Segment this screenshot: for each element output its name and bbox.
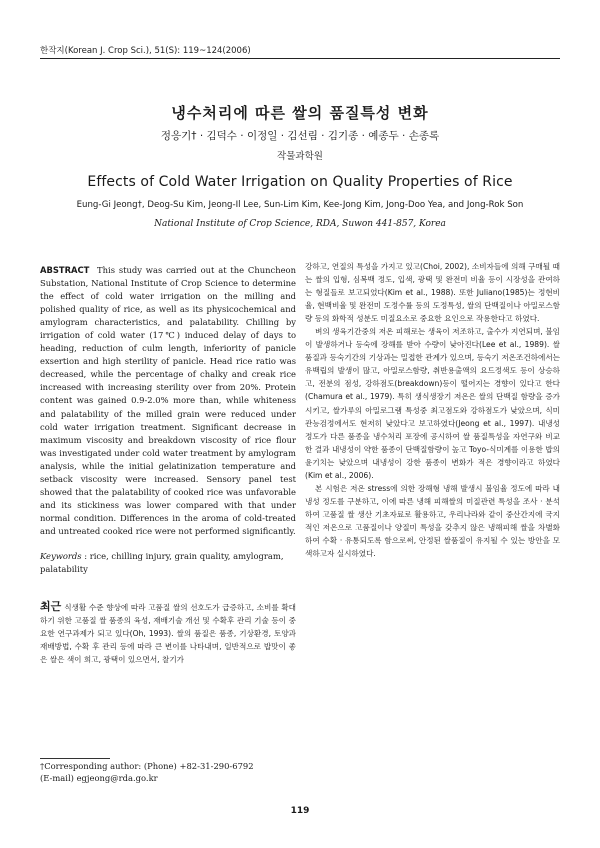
right-paragraph-3: 본 시험은 저온 stress에 의한 장해형 냉해 발생시 불임율 정도에 따라 내냉성 정도를 구분하고, 이에 따른 냉해 피해쌀의 미질관련 특성을 조사 · 분석하여 고품질 쌀 생산 기초자료로 활용하고, 우리나라와 같이 중산간지에 국지적인 저온으로 고품질이나 양질미 특성을 갖추지 않은 냉해피해 쌀을 차별화하여 수확 · 유통되도록 함으로써, 안정된 쌀품질이 유지될 수 있는 방안을 모색하고자 실시하였다. [305,483,560,559]
english-title: Effects of Cold Water Irrigation on Quality Properties of Rice [87,174,513,190]
english-affiliation: National Institute of Crop Science, RDA, Suwon 441-857, Korea [154,219,446,229]
header-rule [40,58,560,59]
page-number: 119 [290,806,310,816]
right-paragraph-1: 강하고, 연질의 특성을 가지고 있고(Choi, 2002), 소비자들에 의해 구매될 때는 쌀의 입형, 심복백 정도, 입색, 광택 및 완전미 비율 등이 시장성을 관여하는 형질들로 보고되었다(Kim et al., 1988). 또한 Juliano(1985)는 정현비율, 현백비율 및 완전미 도정수률 등의 도정특성, 쌀의 단백질이나 아밀로스함량 등의 화학적 성분도 미질요소로 중요한 요인으로 작용한다고 하였다. [305,262,560,324]
korean-authors: 정응기† · 김덕수 · 이정일 · 김선림 · 김기종 · 예종두 · 손종록 [160,130,440,142]
abstract-text: This study was carried out at the Chuncheon Substation, National Institute of Crop Science to determine the effect of cold water irrigation on the milling and polished quality of rice, as well as its physicochemical and amylogram characteristics, and palatability. Chilling by irrigation of cold water (17℃) induced delay of days to heading, reduction of culm length, inferiority of panicle exsertion and high sterility of panicle. Head rice ratio was decreased, while the percentage of chalky and creak rice increased with increasing sterility over from 20%. Protein content was gained 0.9-2.0% more than, while whiteness and palatability of the milled grain were reduced under cold water irrigation treatment. Significant decrease in maximum viscosity and breakdown viscosity of rice flour was investigated under cold water treatment by amylogram analysis, while the initial gelatinization temperature and setback viscosity were increased. Sensory panel test showed that the palatability of cooked rice was unfavorable and its stickiness was lower compared with that under normal condition. Differences in the aroma of cold-treated and untreated cooked rice were not performed significantly. [40,265,296,536]
english-authors: Eung-Gi Jeong†, Deog-Su Kim, Jeong-Il Lee, Sun-Lim Kim, Kee-Jong Kim, Jong-Doo Yea, and Jong-Rok Son [76,200,524,210]
abstract-block [40,264,296,538]
korean-affiliation: 작물과학원 [277,151,323,162]
right-paragraph-2: 벼의 생육기간중의 저온 피해로는 생육이 저조하고, 출수가 지연되며, 불임이 발생하거나 등숙에 장해를 받아 수량이 낮아진다(Lee et al., 1989). 쌀 품질과 등숙기간의 기상과는 밀접한 관계가 있으며, 등숙기 저온조건하에서는 유백립의 발생이 많고, 아밀로스함량, 취반용출액의 요드정색도 등이 상승하고, 전분의 점성, 강하점도(breakdown)등이 떨어지는 경향이 있다고 한다(Chamura et al., 1979). 특히 생식생장기 저온은 쌀의 단백질 함량을 증가시키고, 쌀가루의 아밀로그램 특성중 최고점도와 강하점도가 낮았으며, 식미관능검정에서도 현저히 낮았다고 보고하였다(Jeong et al., 1997). 내냉성 정도가 다른 품종을 냉수처리 포장에 공시하여 쌀 품질특성을 자연구와 비교한 결과 내냉성이 약한 품종이 단백질함량이 높고 Toyo-식미계를 이용한 밥의 윤기치는 낮았으며 내냉성이 강한 품종이 변화가 적은 경향이라고 하였다(Kim et al., 2006). [305,327,560,480]
keywords-text: rice, chilling injury, grain quality, amylogram, palatability [40,551,284,574]
footnote-author: †Corresponding author: (Phone) +82-31-290-6792 [40,761,254,771]
footnote [40,760,296,784]
footnote-rule [40,758,110,759]
intro-lead-word: 최근 [40,600,62,613]
abstract-label: ABSTRACT [40,265,90,275]
korean-title: 냉수처리에 따른 쌀의 품질특성 변화 [171,104,429,122]
intro-paragraph: 식생활 수준 향상에 따라 고품질 쌀의 선호도가 급증하고, 소비를 확대하기 위한 고품질 쌀 품종의 육성, 재배기술 개선 및 수확후 관리 기술 등이 중요한 연구과제가 되고 있다(Oh, 1993). 쌀의 품질은 품종, 기상환경, 토양과 재배방법, 수확 후 관리 등에 따라 큰 변이를 나타내며, 일반적으로 밥맛이 좋은 쌀은 색이 희고, 광택이 있으면서, 찰기가 [40,603,296,665]
right-column [305,260,560,560]
footnote-email: (E-mail) egjeong@rda.go.kr [40,773,158,783]
keywords-label: Keywords [40,551,82,561]
keywords-block: Keywords : rice, chilling injury, grain quality, amylogram, palatability [40,551,284,574]
introduction-block [40,600,296,666]
journal-citation: 한작지(Korean J. Crop Sci.), 51(S): 119~124(2006) [40,46,251,56]
